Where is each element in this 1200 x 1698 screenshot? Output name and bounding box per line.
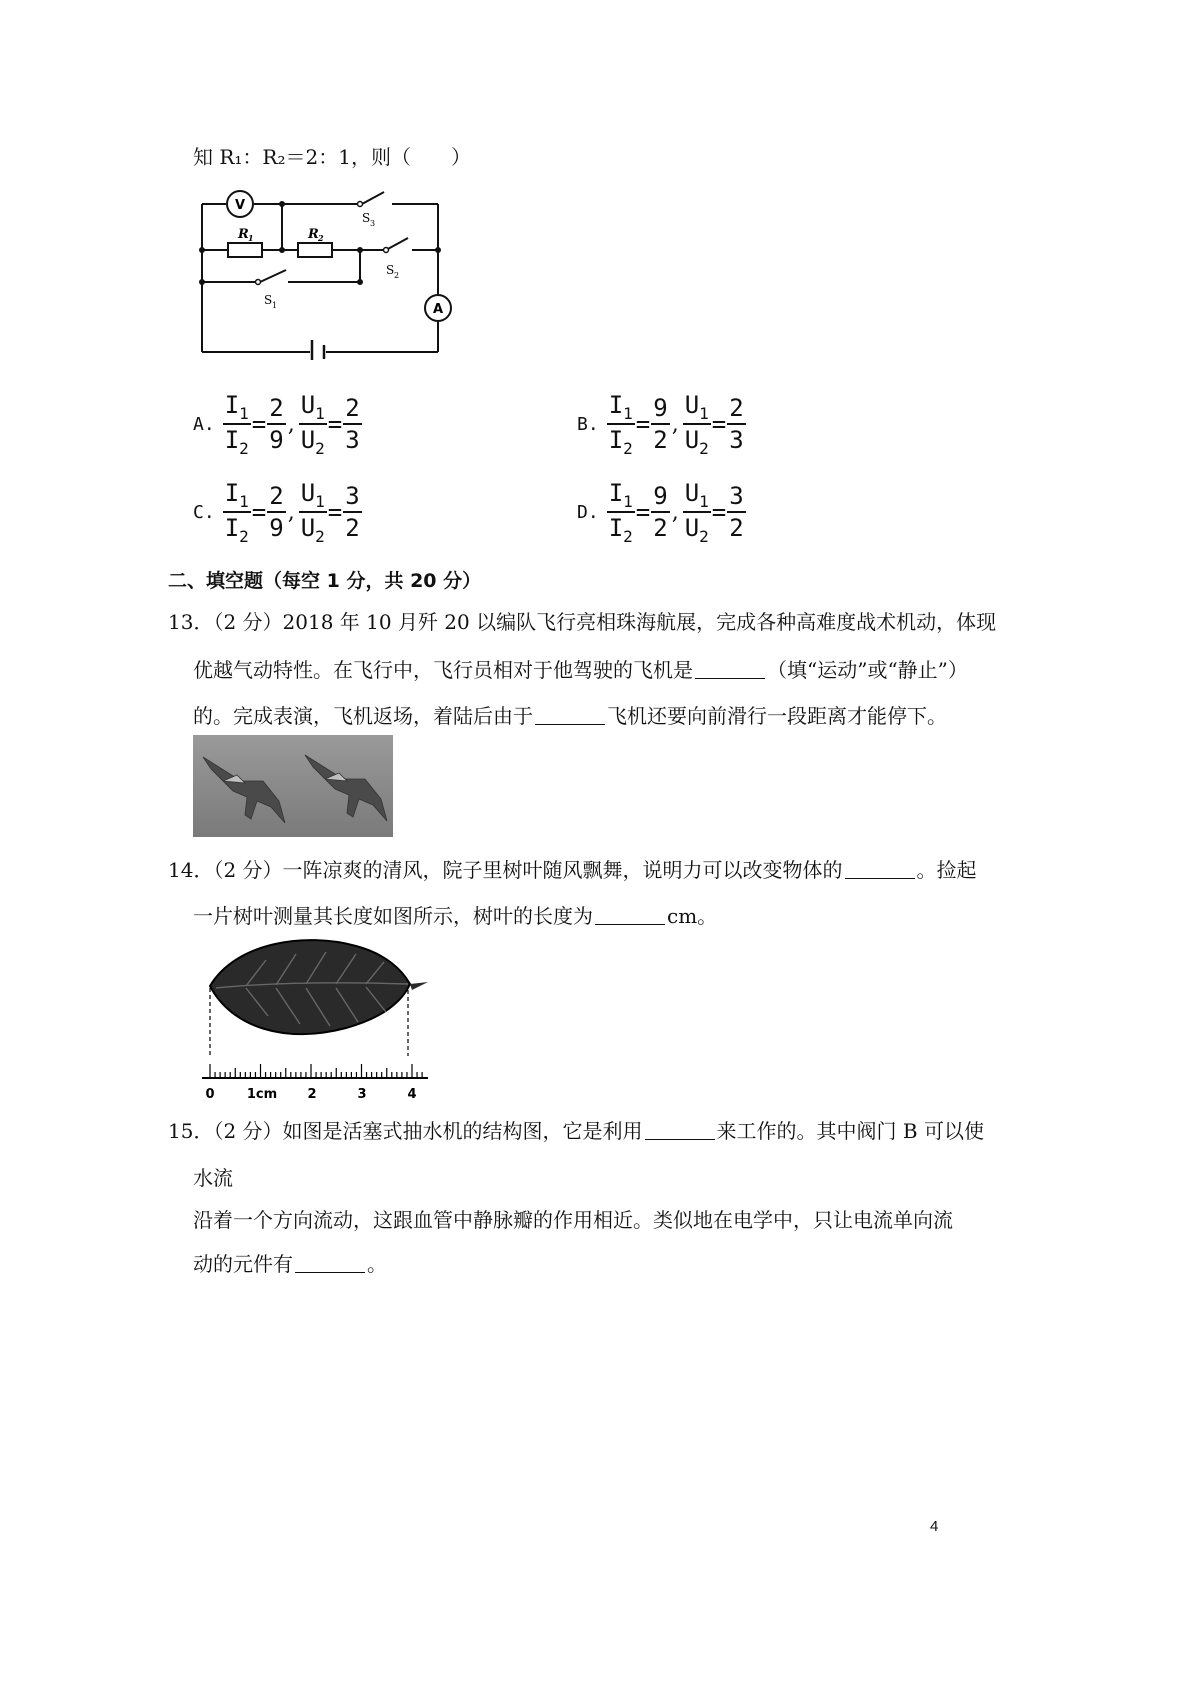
answer-blank[interactable] bbox=[645, 1119, 715, 1140]
q13-line-3: 的。完成表演，飞机返场，着陆后由于 飞机还要向前滑行一段距离才能停下。 bbox=[193, 704, 947, 728]
ruler-label: 2 bbox=[307, 1087, 317, 1102]
option-d[interactable]: D. $\frac{I_1}{I_2}$ = $\frac{9}{2}$ , $\frac{U_1}{U_2}$ = $\frac{3}{2}$ bbox=[577, 479, 744, 546]
voltage-ratio-value: $\frac{2}{3}$ bbox=[729, 394, 744, 454]
voltage-ratio-value: $\frac{3}{2}$ bbox=[729, 482, 744, 542]
current-ratio: $\frac{I_1}{I_2}$ bbox=[608, 391, 633, 458]
answer-blank[interactable] bbox=[845, 858, 915, 879]
option-b[interactable]: B. $\frac{I_1}{I_2}$ = $\frac{9}{2}$ , $\frac{U_1}{U_2}$ = $\frac{2}{3}$ bbox=[577, 391, 744, 458]
s2-subscript: 2 bbox=[394, 271, 400, 280]
current-ratio-value: $\frac{2}{9}$ bbox=[269, 394, 284, 454]
voltmeter-label: V bbox=[234, 198, 246, 213]
q15-line-2: 水流 bbox=[193, 1166, 233, 1190]
leaf-ruler-figure bbox=[196, 932, 436, 1104]
page-number: 4 bbox=[930, 1518, 939, 1535]
answer-blank[interactable] bbox=[595, 904, 665, 925]
ruler-label: 0 bbox=[205, 1087, 215, 1102]
current-ratio-value: $\frac{9}{2}$ bbox=[653, 394, 668, 454]
current-ratio: $\frac{I_1}{I_2}$ bbox=[224, 479, 249, 546]
ammeter-label: A bbox=[432, 302, 444, 317]
s2-label: S bbox=[386, 263, 395, 277]
voltage-ratio: $\frac{U_1}{U_2}$ bbox=[300, 391, 325, 458]
voltage-ratio-value: $\frac{3}{2}$ bbox=[345, 482, 360, 542]
circuit-diagram bbox=[188, 184, 458, 360]
s3-subscript: 3 bbox=[370, 219, 376, 228]
r2-subscript: 2 bbox=[318, 233, 324, 243]
voltage-ratio-value: $\frac{2}{3}$ bbox=[345, 394, 360, 454]
s3-label: S bbox=[362, 211, 371, 225]
q14-line-1: 14．（2 分）一阵凉爽的清风，院子里树叶随风飘舞，说明力可以改变物体的 。捡起 bbox=[168, 858, 977, 882]
answer-blank[interactable] bbox=[535, 704, 605, 725]
ruler-label: 4 bbox=[407, 1087, 417, 1102]
section-heading: 二、填空题（每空 1 分，共 20 分） bbox=[168, 570, 482, 592]
q13-line-2: 优越气动特性。在飞行中，飞行员相对于他驾驶的飞机是 （填“运动”或“静止”） bbox=[193, 658, 968, 682]
q15-line-3: 沿着一个方向流动，这跟血管中静脉瓣的作用相近。类似地在电学中，只让电流单向流 bbox=[193, 1208, 953, 1232]
voltage-ratio: $\frac{U_1}{U_2}$ bbox=[684, 391, 709, 458]
current-ratio: $\frac{I_1}{I_2}$ bbox=[224, 391, 249, 458]
r1-subscript: 1 bbox=[248, 233, 254, 243]
r1-label: R bbox=[238, 227, 249, 242]
jet-formation-image bbox=[193, 735, 393, 837]
current-ratio-value: $\frac{9}{2}$ bbox=[653, 482, 668, 542]
q13-line-1: 13．（2 分）2018 年 10 月歼 20 以编队飞行亮相珠海航展，完成各种高难度战术机动，体现 bbox=[168, 610, 997, 634]
q15-line-4: 动的元件有 。 bbox=[193, 1252, 387, 1276]
s1-subscript: 1 bbox=[272, 301, 278, 310]
voltage-ratio: $\frac{U_1}{U_2}$ bbox=[300, 479, 325, 546]
current-ratio-value: $\frac{2}{9}$ bbox=[269, 482, 284, 542]
leaf-icon bbox=[210, 940, 410, 1034]
q15-line-1: 15．（2 分）如图是活塞式抽水机的结构图，它是利用 来工作的。其中阀门 B 可以使 bbox=[168, 1119, 984, 1143]
answer-blank[interactable] bbox=[295, 1252, 365, 1273]
option-c[interactable]: C. $\frac{I_1}{I_2}$ = $\frac{2}{9}$ , $\frac{U_1}{U_2}$ = $\frac{3}{2}$ bbox=[193, 479, 360, 546]
ruler-label: 1cm bbox=[246, 1087, 278, 1102]
s1-label: S bbox=[264, 293, 273, 307]
option-a[interactable]: A. $\frac{I_1}{I_2}$ = $\frac{2}{9}$ , $\frac{U_1}{U_2}$ = $\frac{2}{3}$ bbox=[193, 391, 360, 458]
q14-line-2: 一片树叶测量其长度如图所示，树叶的长度为 cm。 bbox=[193, 904, 718, 928]
current-ratio: $\frac{I_1}{I_2}$ bbox=[608, 479, 633, 546]
question-12-condition: 知 R₁：R₂＝2：1，则（ ） bbox=[193, 145, 471, 169]
answer-blank[interactable] bbox=[695, 658, 765, 679]
ruler-label: 3 bbox=[357, 1087, 367, 1102]
voltage-ratio: $\frac{U_1}{U_2}$ bbox=[684, 479, 709, 546]
r2-label: R bbox=[308, 227, 319, 242]
